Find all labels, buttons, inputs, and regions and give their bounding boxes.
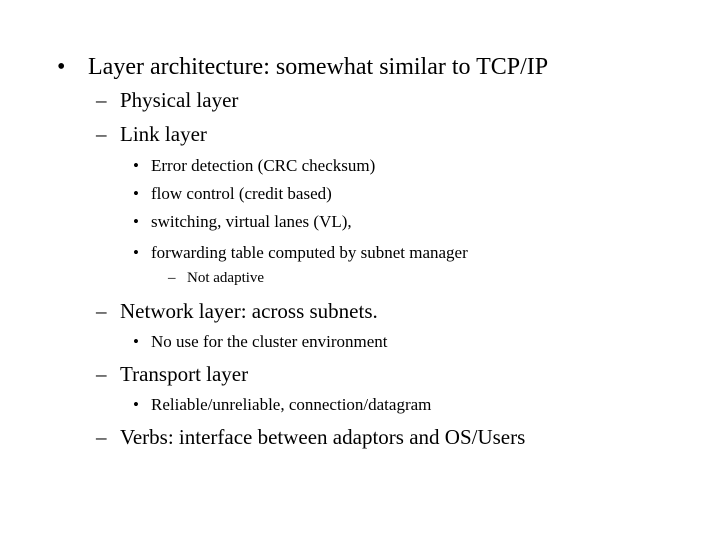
link-item-error-detection: Error detection (CRC checksum) (151, 156, 376, 175)
network-layer-text: Network layer: across subnets. (120, 299, 378, 323)
transport-layer-text: Transport layer (120, 362, 249, 386)
transport-item-text: Reliable/unreliable, connection/datagram (151, 395, 432, 414)
physical-layer-dash: – (96, 88, 107, 112)
link-item-switching: switching, virtual lanes (VL), (151, 212, 352, 231)
link-item-bullet: • (133, 156, 139, 175)
link-item-forwarding-table: forwarding table computed by subnet manager (151, 243, 468, 262)
link-item-flow-control: flow control (credit based) (151, 184, 332, 203)
link-layer-text: Link layer (120, 122, 207, 146)
transport-item-bullet: • (133, 395, 139, 414)
link-item-bullet: • (133, 212, 139, 231)
main-bullet-marker: • (57, 54, 66, 80)
link-layer-dash: – (96, 122, 107, 146)
verbs-dash: – (96, 425, 107, 449)
subitem-dash: – (168, 270, 176, 286)
subitem-not-adaptive: Not adaptive (187, 270, 265, 286)
physical-layer-text: Physical layer (120, 88, 239, 112)
link-item-bullet: • (133, 243, 139, 262)
main-bullet-text: Layer architecture: somewhat similar to TCP/IP (88, 54, 549, 80)
network-item-bullet: • (133, 332, 139, 351)
network-item-text: No use for the cluster environment (151, 332, 388, 351)
verbs-text: Verbs: interface between adaptors and OS/Users (120, 425, 526, 449)
link-item-bullet: • (133, 184, 139, 203)
network-layer-dash: – (96, 299, 107, 323)
transport-layer-dash: – (96, 362, 107, 386)
